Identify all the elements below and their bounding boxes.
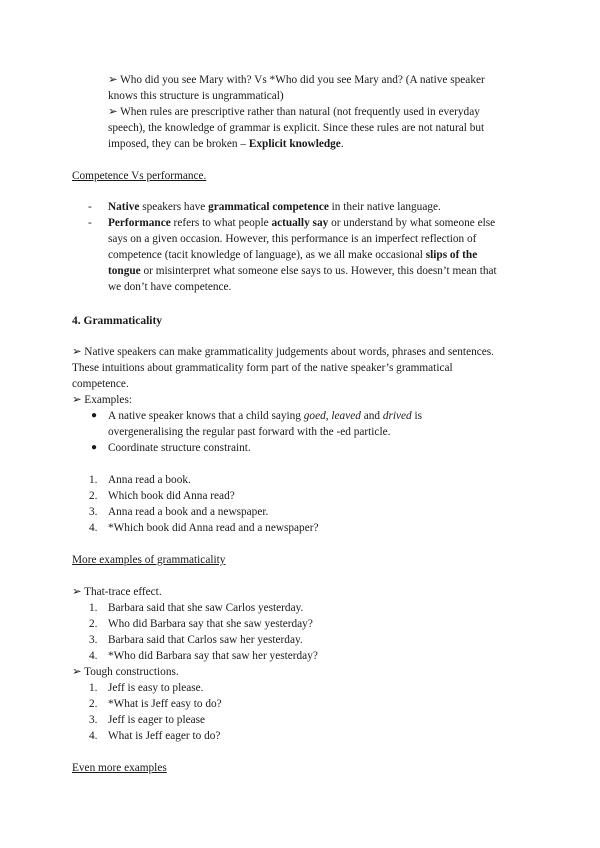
even-more-examples-heading: Even more examples	[72, 762, 167, 774]
list-item: 4. *Who did Barbara say that saw her yesterday?	[89, 650, 318, 662]
that-trace-list	[89, 600, 318, 664]
competence-list	[88, 199, 497, 295]
list-item: 3. Jeff is eager to please	[89, 714, 206, 726]
more-examples-heading: More examples of grammaticality	[72, 554, 226, 566]
coordinate-structure-list	[89, 472, 319, 536]
arrow-bullet-icon: ➢	[72, 346, 82, 358]
list-item: 4. *Which book did Anna read and a newspaper?	[89, 522, 319, 534]
arrow-bullet-icon: ➢	[72, 586, 82, 598]
dash-bullet: -	[88, 201, 92, 213]
list-item: 3. Barbara said that Carlos saw her yesterday.	[89, 634, 303, 646]
list-item: 3. Anna read a book and a newspaper.	[89, 506, 269, 518]
tough-constructions-label: ➢ Tough constructions.	[72, 666, 179, 678]
arrow-bullet-icon: ➢	[108, 74, 118, 86]
arrow-bullet-icon: ➢	[72, 666, 82, 678]
list-item: 2. Which book did Anna read?	[89, 490, 235, 502]
that-trace-label: ➢ That-trace effect.	[72, 586, 162, 598]
list-item: 1. Anna read a book.	[89, 474, 191, 486]
competence-heading: Competence Vs performance.	[72, 170, 207, 182]
intro-paragraph-1: ➢ Who did you see Mary with? Vs *Who did you see Mary and? (A native speaker knows this structure is ungrammatical)	[108, 74, 485, 102]
explicit-knowledge-term: Explicit knowledge	[248, 138, 341, 150]
list-item: ● Coordinate structure constraint.	[91, 442, 251, 454]
grammaticality-heading: 4. Grammaticality	[72, 315, 163, 327]
examples-bullet-list	[91, 408, 423, 456]
list-item: 2. Who did Barbara say that she saw yesterday?	[89, 618, 313, 630]
list-item: - Performance refers to what people actually say or understand by what someone else says on a given occasion. However, this performance is an imperfect reflection of competence (tacit knowledge of language), as we all make occasional slips of the tongue or misinterpret what someone else says to us. However, this doesn’t mean that we don’t have competence.	[88, 217, 497, 293]
list-item: ● A native speaker knows that a child saying goed, leaved and drived is overgeneralising the regular past forward with the -ed particle.	[91, 410, 423, 438]
list-item: 4. What is Jeff eager to do?	[89, 730, 221, 742]
list-item: 1. Barbara said that she saw Carlos yesterday.	[89, 602, 304, 614]
dash-bullet: -	[88, 217, 92, 229]
intro-paragraph-2: ➢ When rules are prescriptive rather than natural (not frequently used in everyday speech), the knowledge of grammar is explicit. Since these rules are not natural but imposed, they can be broken – Explicit knowledge.	[108, 106, 485, 150]
bullet-dot-icon: ●	[91, 410, 98, 421]
tough-constructions-list	[89, 680, 222, 744]
list-item: 2. *What is Jeff easy to do?	[89, 698, 222, 710]
arrow-bullet-icon: ➢	[72, 394, 82, 406]
list-item: - Native speakers have grammatical competence in their native language.	[88, 201, 441, 213]
bullet-dot-icon: ●	[91, 442, 98, 453]
list-item: 1. Jeff is easy to please.	[89, 682, 204, 694]
grammaticality-paragraph: ➢ Native speakers can make grammaticality judgements about words, phrases and sentences. These intuitions about grammaticality form part of the native speaker’s grammatical competence. ➢ Examples:	[72, 346, 494, 406]
arrow-bullet-icon: ➢	[108, 106, 118, 118]
